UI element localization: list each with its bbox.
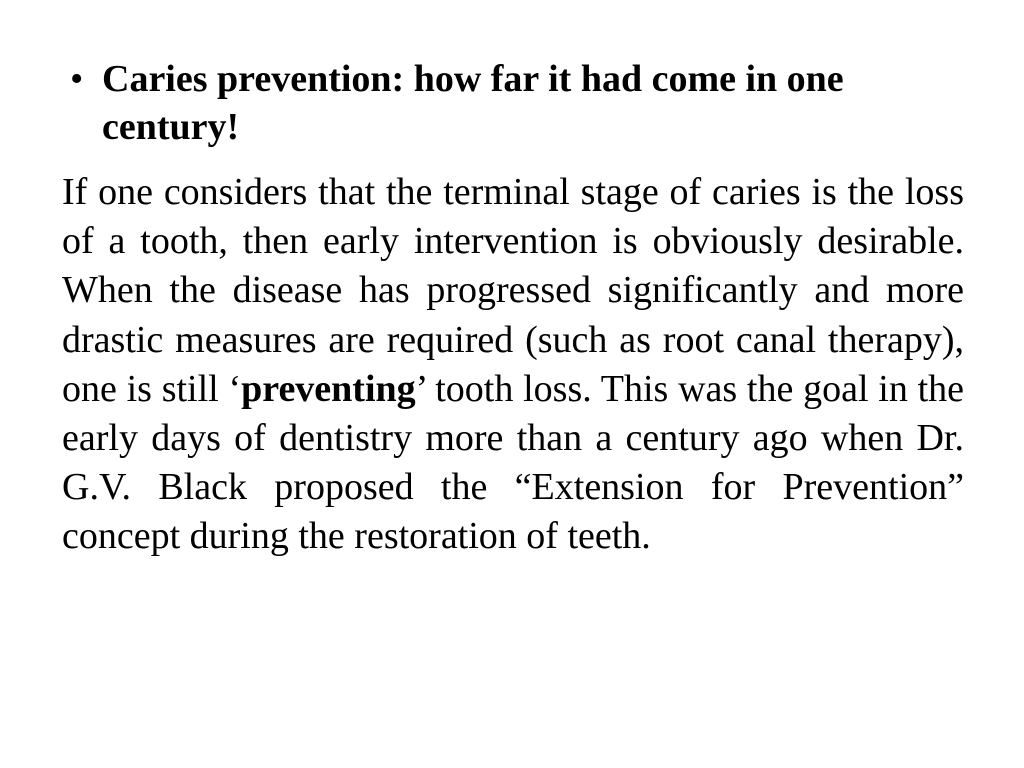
- bullet-item: [70, 55, 950, 151]
- slide-heading: Caries prevention: how far it had come in one century!: [102, 58, 844, 148]
- bullet-dot-icon: •: [70, 58, 84, 100]
- paragraph-text-before: If one considers that the terminal stage of caries is the loss of a tooth, then early intervention is obviously desirable. When the disease has progressed significantly and more drastic measures are required (such as root canal therapy), one is still ‘: [62, 171, 964, 410]
- paragraph-emphasis: preventing: [241, 367, 416, 410]
- paragraph-text-after: ’ tooth loss. This was the goal in the early days of dentistry more than a century ago when Dr. G.V. Black proposed the “Extension for Prevention” concept during the restoration of teeth.: [62, 367, 964, 558]
- body-paragraph: [62, 168, 964, 562]
